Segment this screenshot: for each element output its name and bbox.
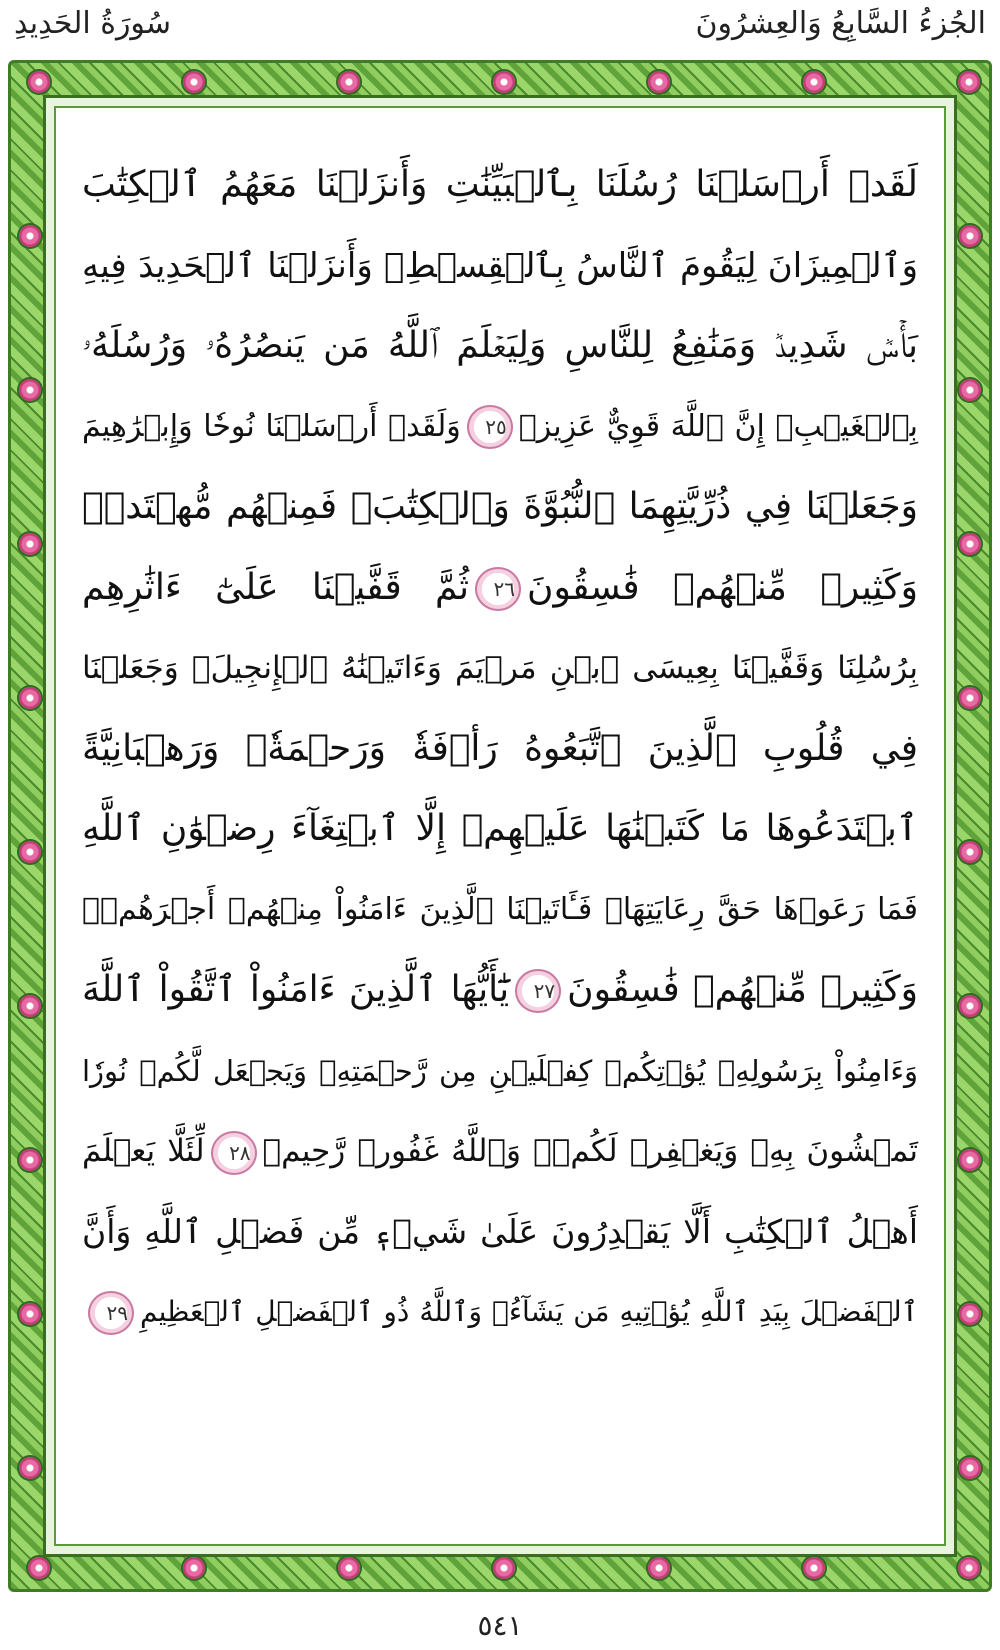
text-line [82,628,918,709]
flower-ornament-icon [493,71,515,93]
flower-ornament-icon [19,841,41,863]
flower-ornament-icon [959,841,981,863]
flower-ornament-icon [19,1149,41,1171]
flower-ornament-icon [19,995,41,1017]
ayah-number-marker: ٢٦ [475,567,521,611]
text-line [82,226,918,307]
text-line [82,789,918,870]
text-line [82,709,918,790]
flower-ornament-icon [959,1149,981,1171]
text-line [82,548,918,629]
verse-text: بَأۡسٞ شَدِيدٞ وَمَنَٰفِعُ لِلنَّاسِ وَلِيَعۡلَمَ ٱللَّهُ مَن يَنصُرُهُۥ وَرُسُلَهُۥ [82,325,918,366]
text-line [82,1192,918,1273]
text-line [82,1272,918,1353]
text-line [82,950,918,1031]
verse-text: وَٱلۡمِيزَانَ لِيَقُومَ ٱلنَّاسُ بِٱلۡقِسۡطِۖ وَأَنزَلۡنَا ٱلۡحَدِيدَ فِيهِ [82,245,918,286]
flower-ornament-icon [493,1557,515,1579]
flower-ornament-icon [183,71,205,93]
text-line [82,387,918,468]
text-line [82,870,918,951]
ayah-number-marker: ٢٩ [88,1291,134,1335]
ayah-number-marker: ٢٨ [211,1131,257,1175]
text-line [82,145,918,226]
flower-ornament-icon [958,71,980,93]
flower-ornament-icon [959,379,981,401]
text-line [82,1111,918,1192]
verse-text: وَلَقَدۡ أَرۡسَلۡنَا نُوحٗا وَإِبۡرَٰهِيمَ [82,408,461,444]
flower-ornament-icon [648,71,670,93]
flower-ornament-icon [959,995,981,1017]
verse-text: لَقَدۡ أَرۡسَلۡنَا رُسُلَنَا بِٱلۡبَيِّنَٰتِ وَأَنزَلۡنَا مَعَهُمُ ٱلۡكِتَٰبَ [82,164,918,205]
verse-text: تَمۡشُونَ بِهِۦ وَيَغۡفِرۡ لَكُمۡۚ وَٱللَّهُ غَفُورٞ رَّحِيمٞ [262,1133,918,1169]
flower-ornament-icon [959,533,981,555]
verse-text: لِّئَلَّا يَعۡلَمَ [82,1133,205,1169]
verse-text: أَهۡلُ ٱلۡكِتَٰبِ أَلَّا يَقۡدِرُونَ عَلَىٰ شَيۡءٖ مِّن فَضۡلِ ٱللَّهِ وَأَنَّ [82,1211,918,1251]
flower-ornament-icon [19,1303,41,1325]
verse-text: ثُمَّ قَفَّيۡنَا عَلَىٰٓ ءَاثَٰرِهِم [82,566,470,608]
flower-ornament-icon [19,1457,41,1479]
verse-text: ٱبۡتَدَعُوهَا مَا كَتَبۡنَٰهَا عَلَيۡهِمۡ إِلَّا ٱبۡتِغَآءَ رِضۡوَٰنِ ٱللَّهِ [82,808,918,849]
flower-ornament-icon [28,1557,50,1579]
text-line [82,306,918,387]
verse-text: ٱلۡفَضۡلَ بِيَدِ ٱللَّهِ يُؤۡتِيهِ مَن يَشَآءُۚ وَٱللَّهُ ذُو ٱلۡفَضۡلِ ٱلۡعَظِيمِ [140,1295,918,1328]
flower-ornament-icon [28,71,50,93]
verse-text: وَكَثِيرٞ مِّنۡهُمۡ فَٰسِقُونَ [527,566,918,608]
quran-text-block [82,145,918,1353]
text-line [82,1031,918,1112]
juz-header: الجُزءُ السَّابِعُ وَالعِشرُونَ [695,6,986,41]
verse-text: بِرُسُلِنَا وَقَفَّيۡنَا بِعِيسَى ٱبۡنِ مَرۡيَمَ وَءَاتَيۡنَٰهُ ٱلۡإِنجِيلَۖ وَجَعَلۡنَا [82,650,918,686]
flower-ornament-icon [959,687,981,709]
flower-ornament-icon [183,1557,205,1579]
flower-ornament-icon [958,1557,980,1579]
verse-text: وَكَثِيرٞ مِّنۡهُمۡ فَٰسِقُونَ [567,969,918,1010]
verse-text: وَءَامِنُواْ بِرَسُولِهِۦ يُؤۡتِكُمۡ كِفۡلَيۡنِ مِن رَّحۡمَتِهِۦ وَيَجۡعَل لَّكُمۡ نُورٗا [82,1053,918,1088]
ayah-number-marker: ٢٧ [515,969,561,1013]
flower-ornament-icon [959,1457,981,1479]
surah-header: سُورَةُ الحَدِيدِ [14,6,172,41]
ayah-number-marker: ٢٥ [467,405,513,449]
flower-ornament-icon [959,1303,981,1325]
flower-ornament-icon [19,533,41,555]
flower-ornament-icon [338,71,360,93]
flower-ornament-icon [338,1557,360,1579]
flower-ornament-icon [19,687,41,709]
page-number: ٥٤١ [477,1609,523,1642]
verse-text: فَمَا رَعَوۡهَا حَقَّ رِعَايَتِهَاۖ فَـَٔاتَيۡنَا ٱلَّذِينَ ءَامَنُواْ مِنۡهُمۡ أَجۡرَهُمۡۖ [82,891,918,927]
verse-text: فِي قُلُوبِ ٱلَّذِينَ ٱتَّبَعُوهُ رَأۡفَةٗ وَرَحۡمَةٗۚ وَرَهۡبَانِيَّةً [82,727,918,769]
verse-text: وَجَعَلۡنَا فِي ذُرِّيَّتِهِمَا ٱلنُّبُوَّةَ وَٱلۡكِتَٰبَۖ فَمِنۡهُم مُّهۡتَدٖۖ [82,486,918,527]
flower-ornament-icon [803,71,825,93]
flower-ornament-icon [648,1557,670,1579]
flower-ornament-icon [959,225,981,247]
text-line [82,467,918,548]
flower-ornament-icon [19,379,41,401]
flower-ornament-icon [803,1557,825,1579]
flower-ornament-icon [19,225,41,247]
verse-text: يَٰٓأَيُّهَا ٱلَّذِينَ ءَامَنُواْ ٱتَّقُواْ ٱللَّهَ [82,969,510,1010]
verse-text: بِٱلۡغَيۡبِۚ إِنَّ ٱللَّهَ قَوِيٌّ عَزِيزٞ [518,408,918,444]
